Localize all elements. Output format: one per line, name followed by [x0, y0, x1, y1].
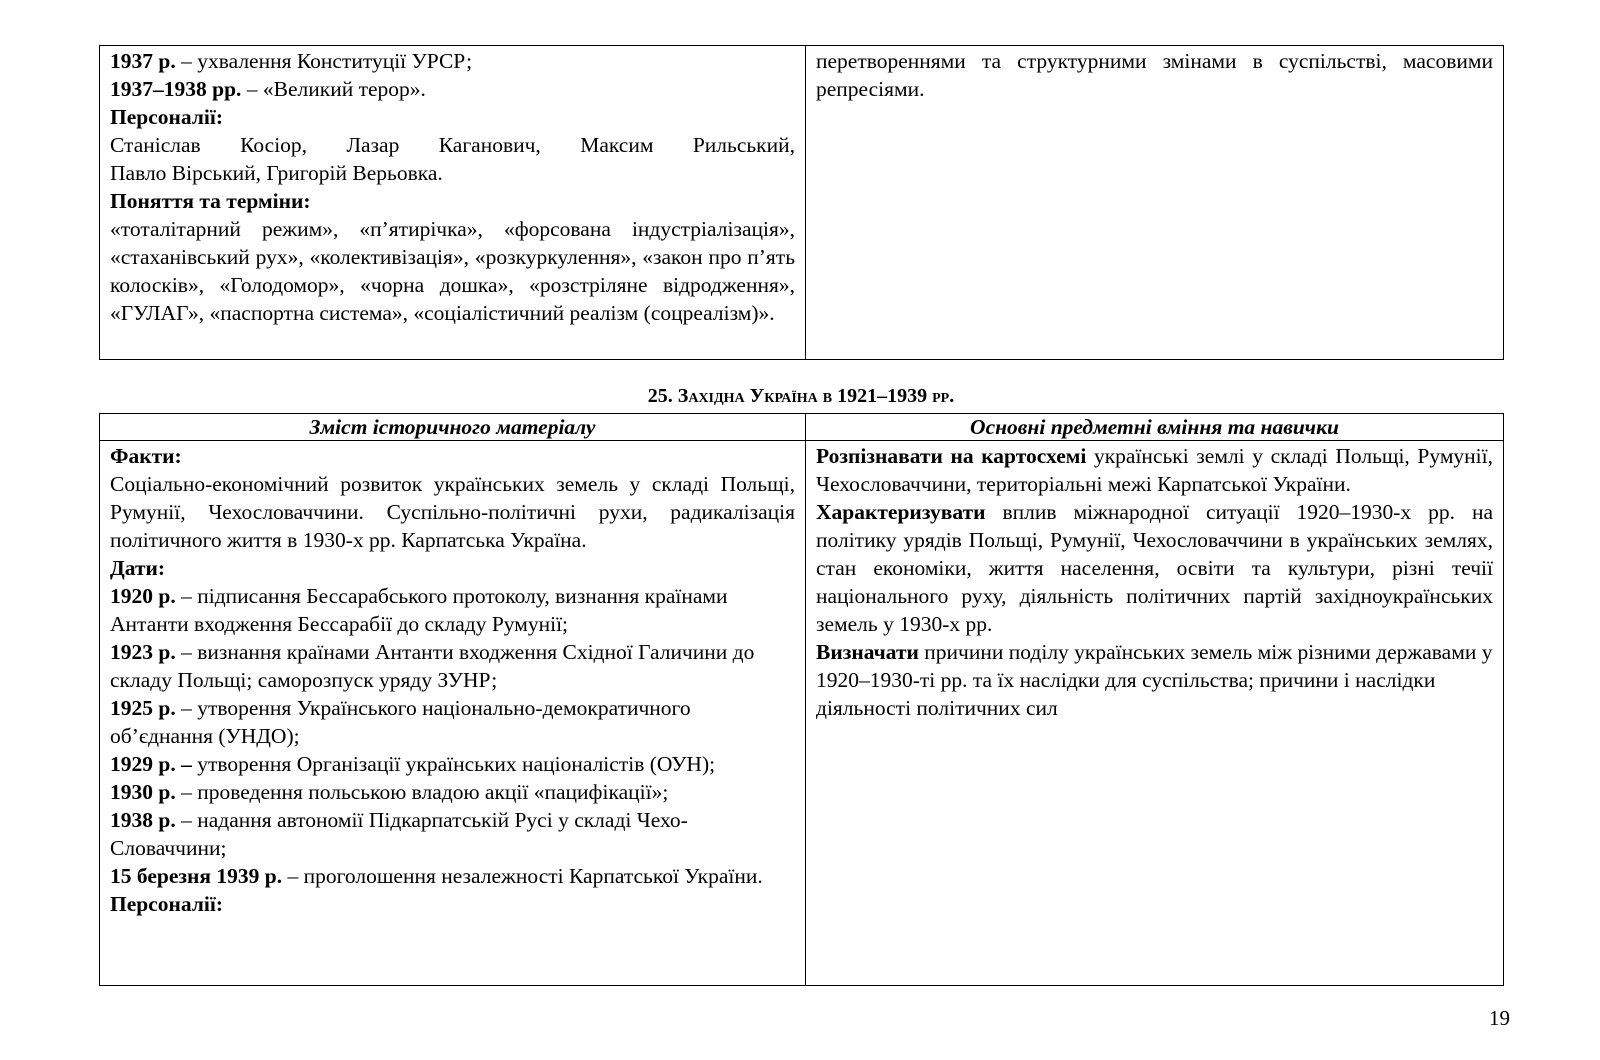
date-entry: 1937 р. – ухвалення Конституції УРСР; — [110, 49, 473, 73]
date-entry: 1929 р. – утворення Організації українських націоналістів (ОУН); — [110, 752, 716, 776]
page-number: 19 — [1489, 1006, 1510, 1030]
date-entry: 1925 р. – утворення Українського національно-демократичного об’єднання (УНДО); — [110, 696, 691, 748]
section-title: 25. Західна Україна в 1921–1939 рр. — [647, 385, 955, 407]
content-cell — [100, 441, 806, 986]
terms-text: «тоталітарний режим», «п’ятирічка», «форсована індустріалізація», «стаханівський рух», «колективізація», «розкуркулення», «закон про п’ять колосків», «Голодомор», «чорна дошка», «розстріляне відродження», «ГУЛАГ», «паспортна система», «соціалістичний реалізм (соцреалізм)». — [110, 217, 795, 325]
table-row — [100, 46, 1504, 360]
date-entry: 1938 р. – надання автономії Підкарпатській Русі у складі Чехо-Словаччини; — [110, 808, 688, 860]
facts-heading: Факти: — [110, 444, 182, 468]
content-cell — [100, 46, 806, 360]
persons-heading: Персоналії: — [110, 892, 224, 916]
skills-cell — [806, 441, 1504, 986]
dates-heading: Дати: — [110, 556, 166, 580]
column-header-skills: Основні предметні вміння та навички — [806, 414, 1504, 441]
persons-line: Павло Вірський, Григорій Верьовка. — [110, 161, 443, 185]
date-entry: 15 березня 1939 р. – проголошення незалежності Карпатської України. — [110, 864, 763, 888]
table-header-row — [100, 414, 1504, 441]
date-entry: 1920 р. – підписання Бессарабського протоколу, визнання країнами Антанти входження Бессарабії до складу Румунії; — [110, 584, 728, 636]
skill-entry: Розпізнавати на картосхемі українські землі у складі Польщі, Румунії, Чехословаччини, територіальні межі Карпатської України. — [816, 444, 1493, 496]
skill-entry: Характеризувати вплив міжнародної ситуації 1920–1930-х рр. на політику урядів Польщі, Румунії, Чехословаччини в українських землях, стан економіки, життя населення, освіти та культури, різні течії національного руху, діяльність політичних партій західноукраїнських земель у 1930-х рр. — [816, 500, 1493, 636]
persons-line: Станіслав Косіор, Лазар Каганович, Максим Рильський, — [110, 133, 795, 157]
topic-table — [99, 413, 1504, 986]
continuation-table — [99, 45, 1504, 360]
date-entry: 1930 р. – проведення польською владою акції «пацифікації»; — [110, 780, 669, 804]
column-header-content: Зміст історичного матеріалу — [100, 414, 806, 441]
skill-entry: Визначати причини поділу українських земель між різними державами у 1920–1930-ті рр. та їх наслідки для суспільства; причини і наслідки діяльності політичних сил — [816, 640, 1493, 720]
date-entry: 1937–1938 рр. – «Великий терор». — [110, 77, 426, 101]
table-row — [100, 441, 1504, 986]
facts-text: Соціально-економічний розвиток українських земель у складі Польщі, Румунії, Чехословаччини. Суспільно-політичні рухи, радикалізація політичного життя в 1930-х рр. Карпатська Україна. — [110, 472, 795, 552]
persons-heading: Персоналії: — [110, 105, 224, 129]
skills-text: перетвореннями та структурними змінами в суспільстві, масовими репресіями. — [816, 49, 1493, 101]
date-entry: 1923 р. – визнання країнами Антанти входження Східної Галичини до складу Польщі; саморозпуск уряду ЗУНР; — [110, 640, 755, 692]
terms-heading: Поняття та терміни: — [110, 189, 311, 213]
skills-cell — [806, 46, 1504, 360]
